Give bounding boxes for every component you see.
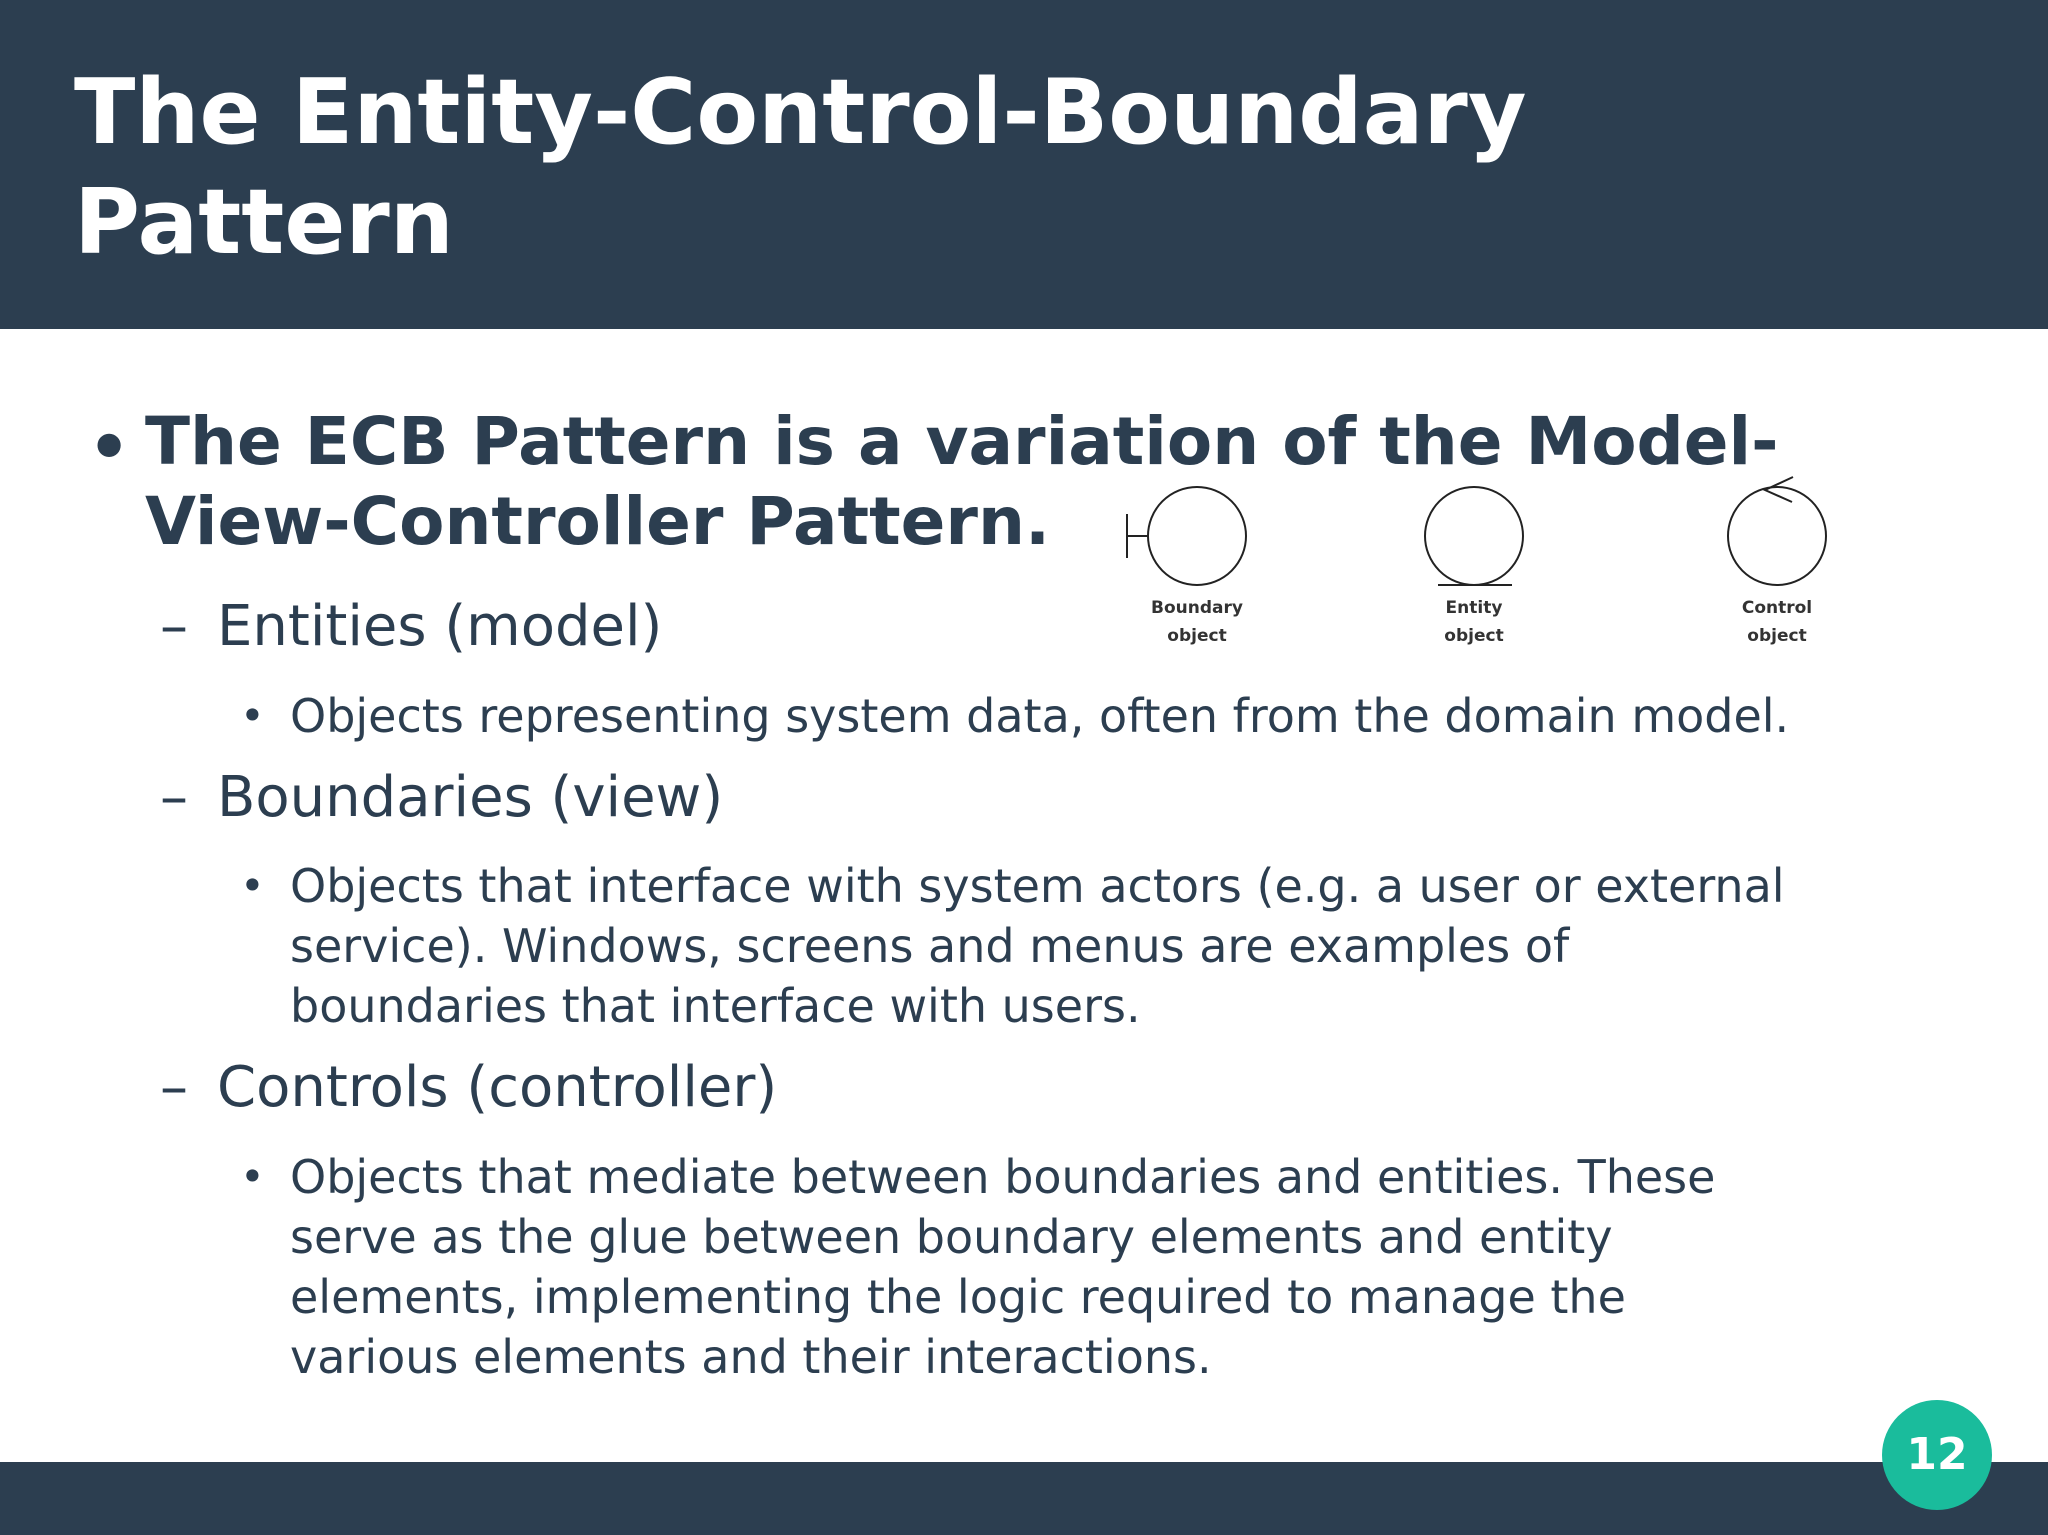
detail-line: Objects that interface with system actors (e.g. a user or external	[290, 859, 1785, 913]
sub-item-entities: Entities (model)	[217, 594, 663, 659]
controls-detail	[290, 1147, 1990, 1387]
detail-line: elements, implementing the logic required to manage the	[290, 1270, 1626, 1324]
detail-line: Objects that mediate between boundaries and entities. These	[290, 1150, 1716, 1204]
ecb-icons-diagram	[1110, 470, 1860, 660]
bullet-marker: •	[240, 861, 265, 910]
control-object-icon	[1728, 477, 1826, 585]
control-label-line: object	[1747, 626, 1807, 646]
slide-title-line: The Entity-Control-Boundary	[74, 60, 1527, 165]
sub-item-boundaries: Boundaries (view)	[217, 765, 724, 830]
detail-line: serve as the glue between boundary elements and entity	[290, 1210, 1613, 1264]
bullet-marker: •	[240, 1152, 265, 1201]
page-number-badge: 12	[1882, 1400, 1992, 1510]
main-bullet-line: The ECB Pattern is a variation of the Model-	[145, 403, 1779, 480]
detail-line: various elements and their interactions.	[290, 1330, 1212, 1384]
dash-marker: –	[160, 1055, 188, 1120]
dash-marker: –	[160, 594, 188, 659]
slide-title	[74, 58, 1974, 278]
boundary-label-line: Boundary	[1151, 598, 1243, 618]
boundary-label-line: object	[1167, 626, 1227, 646]
footer-bar	[0, 1462, 2048, 1535]
main-bullet-line: View-Controller Pattern.	[145, 483, 1051, 560]
entity-object-label	[1404, 594, 1544, 650]
title-bar	[0, 0, 2048, 329]
bullet-marker: •	[240, 691, 265, 740]
control-object-label	[1707, 594, 1847, 650]
entity-label-line: object	[1444, 626, 1504, 646]
entity-label-line: Entity	[1445, 598, 1503, 618]
sub-item-controls: Controls (controller)	[217, 1055, 778, 1120]
boundary-object-icon	[1127, 487, 1246, 585]
bullet-marker: •	[88, 409, 131, 486]
boundary-object-label	[1127, 594, 1267, 650]
detail-line: Objects representing system data, often from the domain model.	[290, 689, 1790, 743]
entity-object-icon	[1425, 487, 1523, 585]
detail-line: service). Windows, screens and menus are examples of	[290, 919, 1570, 973]
detail-line: boundaries that interface with users.	[290, 979, 1141, 1033]
dash-marker: –	[160, 765, 188, 830]
control-label-line: Control	[1741, 598, 1813, 618]
entities-detail	[290, 686, 1990, 746]
slide-title-line: Pattern	[74, 170, 454, 275]
boundaries-detail	[290, 856, 1990, 1036]
